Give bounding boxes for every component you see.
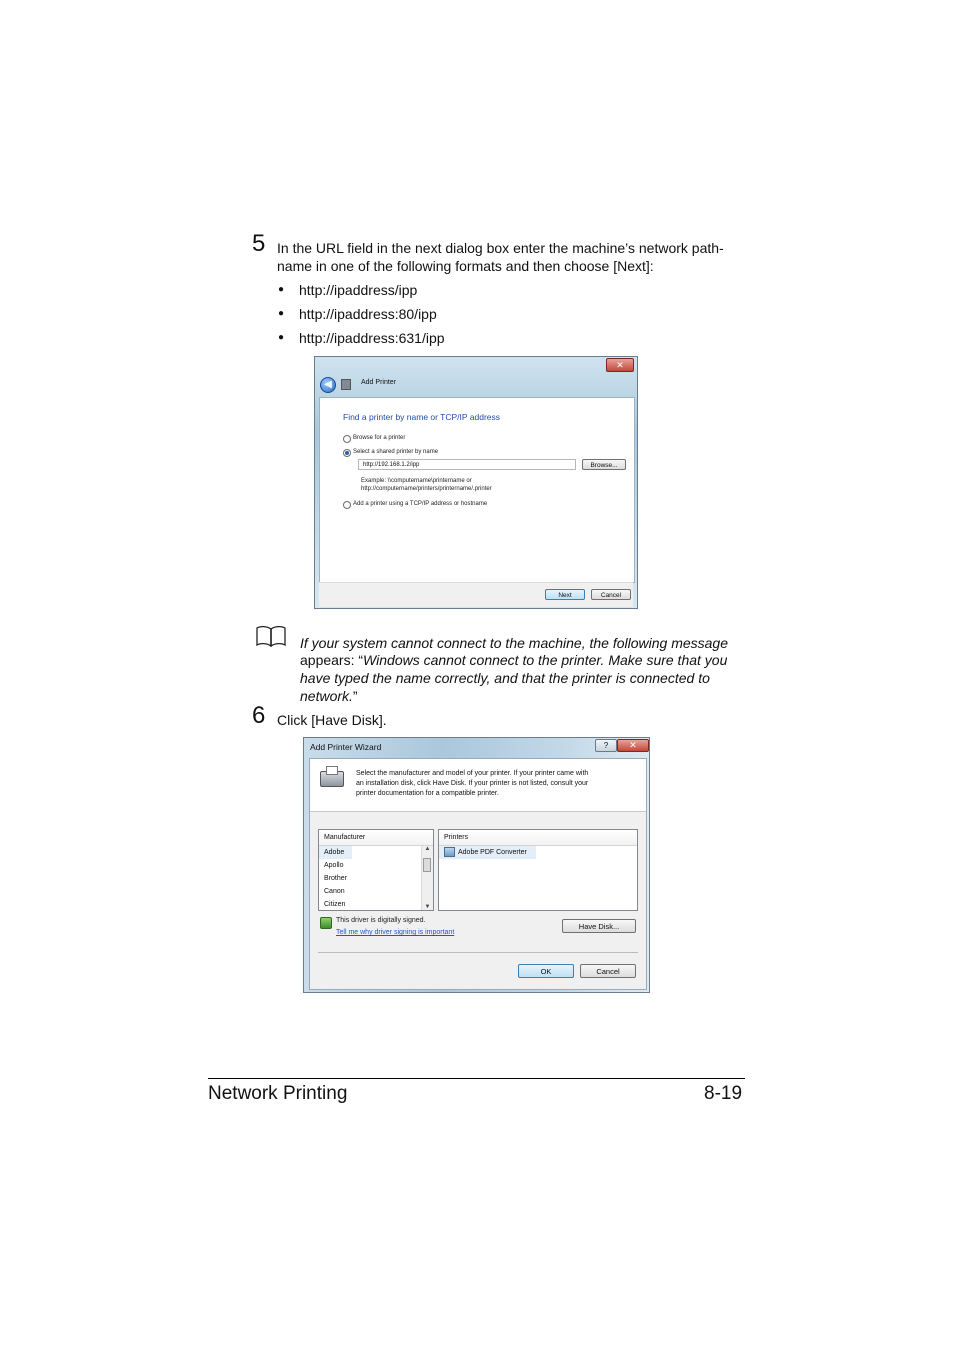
- divider: [318, 952, 638, 953]
- tcpip-option-label: Add a printer using a TCP/IP address or hostname: [353, 501, 488, 507]
- wizard-header: [310, 759, 646, 812]
- scroll-thumb[interactable]: [423, 858, 431, 872]
- bullet-icon: ●: [278, 284, 285, 295]
- printer-icon: [341, 379, 351, 390]
- list-item[interactable]: Apollo: [324, 862, 344, 869]
- back-arrow-icon[interactable]: ◀: [320, 377, 336, 393]
- note-line2-message: Windows cannot connect to the printer. Make sure that you: [363, 652, 728, 668]
- description-line: printer documentation for a compatible printer.: [356, 790, 499, 797]
- footer-section-title: Network Printing: [208, 1083, 348, 1104]
- step5-text-line1: In the URL field in the next dialog box enter the machine’s network path-: [277, 240, 724, 256]
- bullet-item: http://ipaddress/ipp: [299, 282, 418, 298]
- ok-button[interactable]: OK: [518, 964, 574, 978]
- scroll-up-icon[interactable]: ▲: [424, 846, 431, 852]
- note-line4: [300, 687, 358, 705]
- printers-column-header: Printers: [439, 830, 637, 846]
- note-line2: [300, 651, 727, 669]
- have-disk-button[interactable]: Have Disk...: [562, 919, 636, 933]
- printer-icon: [320, 771, 344, 787]
- note-line3: have typed the name correctly, and that the printer is connected to: [300, 670, 710, 686]
- url-input[interactable]: http://192.168.1.2/ipp: [358, 459, 576, 470]
- note-line1: If your system cannot connect to the machine, the following message: [300, 635, 729, 651]
- bullet-icon: ●: [278, 308, 285, 319]
- dialog-button-bar: [319, 582, 633, 607]
- step5-text-line2: name in one of the following formats and then choose [Next]:: [277, 258, 654, 274]
- tcpip-radio[interactable]: [343, 501, 351, 509]
- description-line: an installation disk, click Have Disk. If your printer is not listed, consult your: [356, 780, 589, 787]
- example-line2: http://computername/printers/printername/.printer: [361, 486, 492, 492]
- close-icon[interactable]: ✕: [606, 358, 634, 372]
- cancel-button[interactable]: Cancel: [580, 964, 636, 978]
- note-line4-suffix: ”: [352, 688, 358, 704]
- note-book-icon: [255, 625, 287, 647]
- dialog-heading: Find a printer by name or TCP/IP address: [343, 412, 501, 422]
- printer-list-item[interactable]: [439, 846, 536, 859]
- description-line: Select the manufacturer and model of your printer. If your printer came with: [356, 770, 589, 777]
- next-button[interactable]: Next: [545, 589, 585, 600]
- bullet-item: http://ipaddress:80/ipp: [299, 306, 437, 322]
- browse-button[interactable]: Browse...: [582, 459, 626, 470]
- add-printer-wizard-screenshot: [303, 737, 650, 993]
- printer-name: Adobe PDF Converter: [458, 849, 527, 856]
- shared-option-label: Select a shared printer by name: [353, 449, 439, 455]
- signed-driver-text: This driver is digitally signed.: [336, 917, 426, 924]
- step6-text: Click [Have Disk].: [277, 712, 387, 728]
- note-line4-message: network.: [300, 688, 353, 704]
- list-item[interactable]: Brother: [324, 875, 347, 882]
- dialog-content: [319, 397, 635, 583]
- list-item[interactable]: Citizen: [324, 901, 346, 908]
- step-number-6: 6: [252, 702, 266, 729]
- footer-rule: [208, 1078, 745, 1079]
- list-item[interactable]: Adobe: [319, 846, 352, 859]
- manufacturer-scrollbar[interactable]: [421, 846, 433, 910]
- list-item[interactable]: Canon: [324, 888, 345, 895]
- bullet-item: http://ipaddress:631/ipp: [299, 330, 445, 346]
- window-title: Add Printer: [361, 379, 397, 386]
- driver-signing-link[interactable]: Tell me why driver signing is important: [336, 929, 455, 936]
- printer-driver-icon: [444, 847, 455, 857]
- note-line2-prefix: appears: “: [300, 652, 364, 668]
- example-line1: Example: \\computername\printername or: [361, 478, 472, 484]
- manufacturer-list[interactable]: [318, 829, 434, 911]
- footer-page-number: 8-19: [704, 1083, 743, 1104]
- signed-driver-icon: [320, 917, 332, 929]
- browse-radio[interactable]: [343, 435, 351, 443]
- cancel-button[interactable]: Cancel: [591, 589, 631, 600]
- window-title: Add Printer Wizard: [310, 742, 382, 752]
- bullet-icon: ●: [278, 332, 285, 343]
- printers-list[interactable]: [438, 829, 638, 911]
- shared-printer-radio[interactable]: [343, 449, 351, 457]
- browse-option-label: Browse for a printer: [353, 435, 406, 441]
- wizard-description: [356, 769, 636, 799]
- scroll-down-icon[interactable]: ▼: [424, 904, 431, 910]
- add-printer-dialog-screenshot: [314, 356, 638, 609]
- help-icon[interactable]: ?: [595, 739, 617, 752]
- wizard-body: [309, 758, 647, 990]
- manufacturer-column-header: Manufacturer: [319, 830, 433, 846]
- step-number-5: 5: [252, 230, 266, 257]
- close-icon[interactable]: ✕: [617, 739, 649, 752]
